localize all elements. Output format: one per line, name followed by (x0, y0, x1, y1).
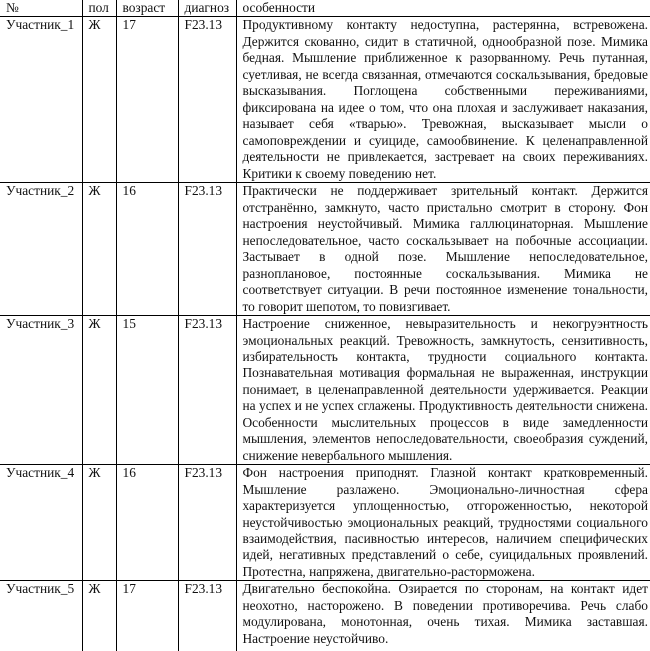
participant-features: Двигательно беспокойна. Озирается по сторонам, на контакт идет неохотно, настороженo. В поведении противоречива. Речь слабо модулирована, монотонная, очень тихая. Мимика заставшая. Настроение неустойчиво. (236, 581, 650, 651)
header-age: возраст (116, 0, 178, 17)
participant-sex: Ж (82, 183, 116, 316)
participant-age: 16 (116, 465, 178, 581)
participant-diagnosis: F23.13 (178, 581, 236, 651)
participant-id: Участник_5 (0, 581, 82, 651)
participant-sex: Ж (82, 17, 116, 183)
table-row (0, 316, 650, 465)
participant-age: 17 (116, 17, 178, 183)
participant-diagnosis: F23.13 (178, 183, 236, 316)
participant-id: Участник_2 (0, 183, 82, 316)
participant-diagnosis: F23.13 (178, 17, 236, 183)
participant-features: Фон настроения приподнят. Глазной контакт кратковременный. Мышление разлажено. Эмоционально-личностная сфера характеризуется уплощенностью, отгороженностью, некоторой неустойчивостью эмоциональных реакций, трудностями социального взаимодействия, пасивностью интересов, наличием специфических идей, негативных представлений о себе, суицидальных проявлений. Протестна, напряжена, двигательно-расторможена. (236, 465, 650, 581)
participant-age: 17 (116, 581, 178, 651)
participant-sex: Ж (82, 316, 116, 465)
table-row (0, 183, 650, 316)
participant-sex: Ж (82, 581, 116, 651)
header-diagnosis: диагноз (178, 0, 236, 17)
participant-id: Участник_3 (0, 316, 82, 465)
header-sex: пол (82, 0, 116, 17)
participant-age: 15 (116, 316, 178, 465)
participant-features: Продуктивному контакту недоступна, растерянна, встревожена. Держится скованно, сидит в статичной, однообразной позе. Мимика бедная. Мышление приближенное к разорванному. Речь путанная, суетливая, не всегда связанная, отмечаются соскальзывания, бредовые высказывания. Поглощена собственными переживаниями, фиксирована на идее о том, что она плохая и заслуживает наказания, называет себя «тварью». Тревожная, высказывает мысли о самоповреждении и суициде, самообвинение. К целенаправленной деятельности не привлекается, застревает на своих переживаниях. Критики к своему поведению нет. (236, 17, 650, 183)
participant-sex: Ж (82, 465, 116, 581)
header-number: № (0, 0, 82, 17)
table-row (0, 465, 650, 581)
header-features: особенности (236, 0, 650, 17)
participant-features: Настроение сниженное, невыразительность и некогруэнтность эмоциональных реакций. Тревожность, замкнутость, сензитивность, избирательность контакта, трудности социального контакта. Познавательная мотивация формальная не выраженная, инструкции понимает, в целенаправленной деятельности удерживается. Реакции на успех и не успех сглажены. Продуктивность деятельности снижена. Особенности мыслительных процессов в виде замедленности мышления, элементов непоследовательности, своеобразия суждений, снижение невербального мышления. (236, 316, 650, 465)
participant-features: Практически не поддерживает зрительный контакт. Держится отстранённо, замкнуто, часто пристально смотрит в сторону. Фон настроения неустойчивый. Мимика галлюцинаторная. Мышление непоследовательное, часто соскальзывает на побочные ассоциации. Застывает в одной позе. Мышление непоследовательное, разноплановое, постоянные соскальзывания. Мимика не соответствует ситуации. В речи постоянное изменение тональности, то говорит шепотом, то повизгивает. (236, 183, 650, 316)
table-header-row (0, 0, 650, 17)
table-row (0, 581, 650, 651)
participant-id: Участник_4 (0, 465, 82, 581)
participant-id: Участник_1 (0, 17, 82, 183)
participant-diagnosis: F23.13 (178, 316, 236, 465)
participant-diagnosis: F23.13 (178, 465, 236, 581)
table-row (0, 17, 650, 183)
participant-age: 16 (116, 183, 178, 316)
